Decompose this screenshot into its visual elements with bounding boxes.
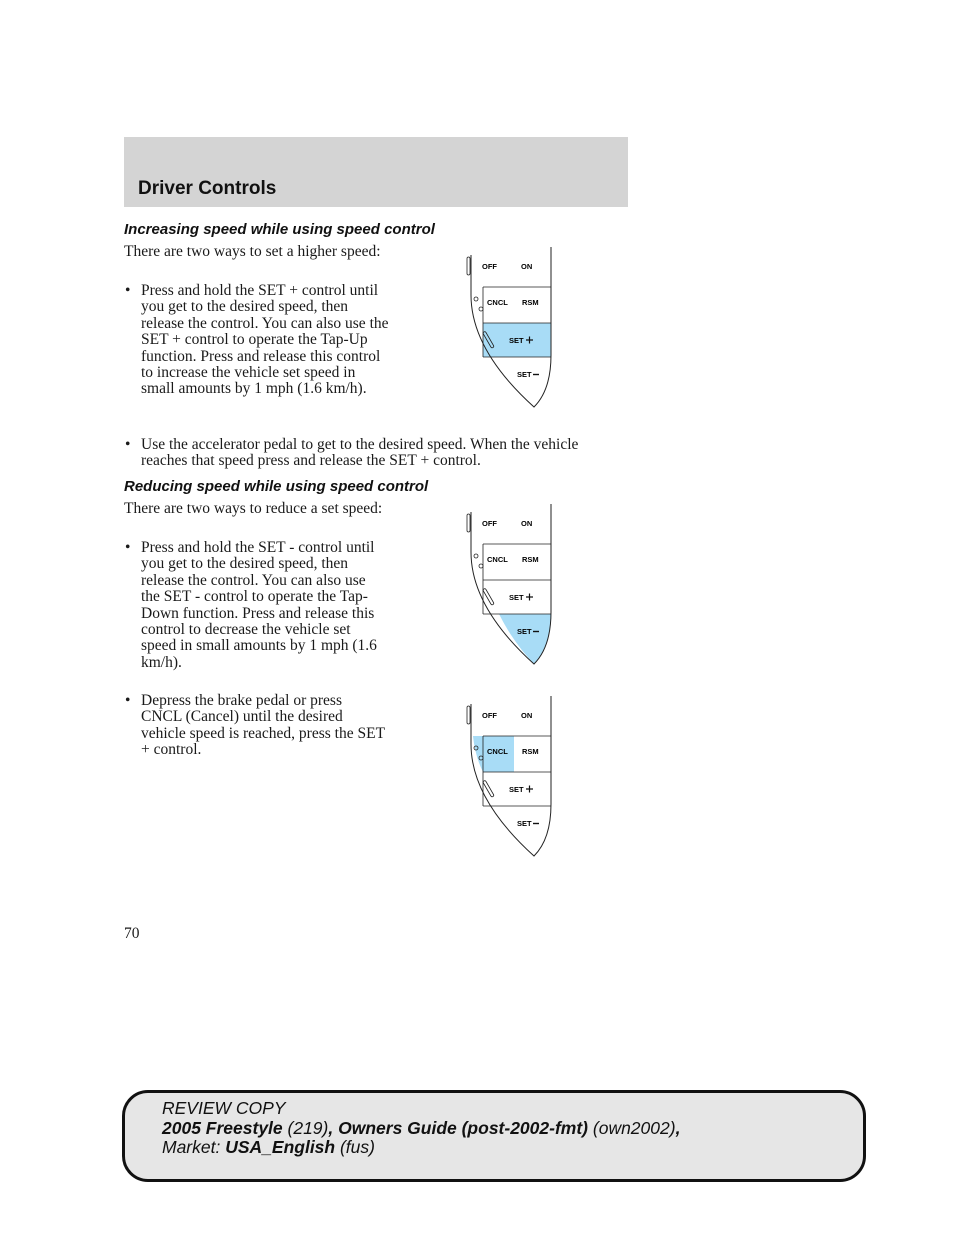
switch-label-cncl: CNCL xyxy=(487,747,508,756)
switch-label-set-plus: SET xyxy=(509,785,524,794)
switch-label-rsm: RSM xyxy=(522,555,539,564)
guide-name: Owners Guide (post-2002-fmt) xyxy=(338,1117,589,1138)
switch-label-set-minus: SET xyxy=(517,819,532,828)
increase-bullet-1 xyxy=(124,283,392,398)
separator: , xyxy=(675,1117,681,1138)
model-name: 2005 Freestyle xyxy=(162,1117,283,1138)
reduce-heading: Reducing speed while using speed control xyxy=(124,478,429,495)
switch-label-set-plus: SET xyxy=(509,593,524,602)
speed-control-switch-set-minus xyxy=(463,502,555,666)
switch-label-off: OFF xyxy=(482,711,497,720)
reduce-intro: There are two ways to reduce a set speed: xyxy=(124,500,383,517)
switch-label-cncl: CNCL xyxy=(487,555,508,564)
market-label: Market: xyxy=(162,1137,226,1157)
review-copy-model-line xyxy=(162,1119,680,1139)
review-copy-market-line xyxy=(162,1138,680,1158)
reduce-bullet-2-text: Depress the brake pedal or press CNCL (Cancel) until the desired vehicle speed is reached, press the SET + control. xyxy=(141,692,385,759)
page-number: 70 xyxy=(124,925,140,942)
review-copy-label: REVIEW COPY xyxy=(162,1098,286,1118)
bullet-dot: • xyxy=(125,282,131,299)
switch-label-set-minus: SET xyxy=(517,627,532,636)
bullet-dot: • xyxy=(125,692,131,709)
market-code: (fus) xyxy=(335,1137,375,1157)
reduce-bullet-1-text: Press and hold the SET - control until you get to the desired speed, then release the control. You can also use the SET - control to operate the Tap-Down function. Press and release this control to decrease the vehicle set speed in small amounts by 1 mph (1.6 km/h). xyxy=(141,539,377,671)
increase-bullet-2-text: Use the accelerator pedal to get to the desired speed. When the vehicle reaches that speed press and release the SET + control. xyxy=(141,436,579,470)
increase-intro: There are two ways to set a higher speed: xyxy=(124,243,381,260)
switch-label-on: ON xyxy=(521,519,533,528)
switch-label-rsm: RSM xyxy=(522,298,539,307)
bullet-dot: • xyxy=(125,539,131,556)
reduce-bullet-1 xyxy=(124,540,386,671)
switch-label-cncl: CNCL xyxy=(487,298,508,307)
switch-label-set-plus: SET xyxy=(509,336,524,345)
switch-label-on: ON xyxy=(521,711,533,720)
section-header-band xyxy=(124,137,628,207)
section-title: Driver Controls xyxy=(138,178,277,199)
increase-bullet-1-text: Press and hold the SET + control until you get to the desired speed, then release the control. You can also use the SET + control to operate the Tap-Up function. Press and release this control to increase the vehicle set speed in small amounts by 1 mph (1.6 km/h). xyxy=(141,282,389,398)
switch-label-set-minus: SET xyxy=(517,370,532,379)
review-copy-text xyxy=(162,1099,680,1158)
separator: , xyxy=(328,1117,339,1138)
model-code: (219) xyxy=(282,1117,329,1138)
switch-label-on: ON xyxy=(521,262,533,271)
increase-heading: Increasing speed while using speed control xyxy=(124,221,435,238)
switch-label-off: OFF xyxy=(482,262,497,271)
increase-bullet-2 xyxy=(124,437,594,470)
switch-label-rsm: RSM xyxy=(522,747,539,756)
guide-code: (own2002) xyxy=(588,1117,676,1138)
bullet-dot: • xyxy=(125,436,131,453)
speed-control-switch-set-plus xyxy=(463,245,555,409)
switch-label-off: OFF xyxy=(482,519,497,528)
review-copy-box xyxy=(122,1090,866,1182)
market-name: USA_English xyxy=(225,1137,336,1157)
reduce-bullet-2 xyxy=(124,693,386,759)
speed-control-switch-cncl xyxy=(463,694,555,858)
